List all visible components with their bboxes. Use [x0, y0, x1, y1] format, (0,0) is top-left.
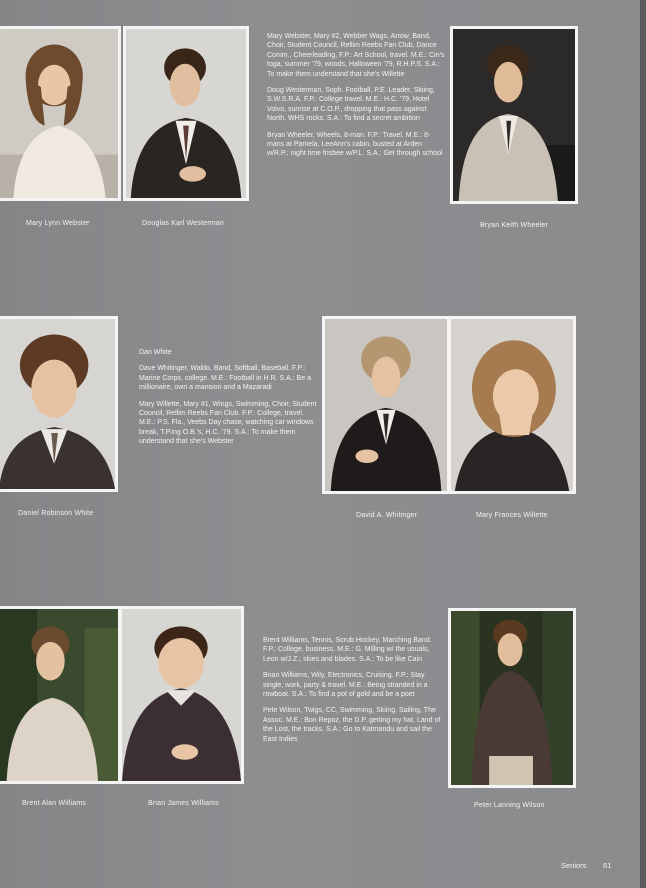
caption-daniel-robinson-white: Daniel Robinson White [18, 510, 94, 517]
page-edge-shadow [640, 0, 646, 888]
caption-mary-frances-willette: Mary Frances Willette [476, 512, 548, 519]
portrait-douglas-karl-westerman [123, 26, 249, 201]
bio-column-row3 [263, 636, 443, 751]
bio-mary-willette: Mary Willette, Mary #1, Wings, Swimming, Choir, Student Council, Rellim Reebs Fan Club. F.P.: College, travel. M.E.: P.S. Fla., Veebs Day chase, watching car windows break, T.P.ing O.B.'s, H.C. '79. S.A.: To make them understand that she's Webster [139, 400, 317, 446]
bio-bryan-wheeler: Bryan Wheeler, Wheels, 8-man. F.P.: Travel. M.E.: 8-mans at Pamela, LeeAnn's cabin, busted at Arden w/R.P.; night time frisbee w/P.L. S.A.: Get through school [267, 131, 443, 158]
caption-douglas-karl-westerman: Douglas Karl Westerman [142, 220, 225, 227]
portrait-mary-lynn-webster [0, 26, 121, 201]
bio-column-row2 [139, 348, 319, 454]
bio-brent-williams: Brent Williams, Tennis, Scrub Hockey, Marching Band. F.P.: College, business. M.E.: G. Milling w/ the usuals, Leon w/J.Z.; skies and blades. S.A.: To be like Cain [263, 637, 432, 663]
portrait-bryan-keith-wheeler [450, 26, 578, 204]
portrait-daniel-robinson-white [0, 316, 118, 492]
portrait-mary-frances-willette [448, 316, 576, 494]
portrait-brent-alan-williams [0, 606, 121, 784]
caption-bryan-keith-wheeler: Bryan Keith Wheeler [480, 222, 548, 229]
portrait-brian-james-williams [119, 606, 244, 784]
bio-doug-westerman: Doug Westerman, Soph. Football, P.E. Leader, Skiing, S.W.S.R.A. F.P.: College travel. M.E.: H.C. '79, Hotel Volvo, sunrise at C.O.P., dropping that pass against North. WHS rocks. S.A.: To find a secret ambition [267, 87, 435, 123]
portrait-david-a-whitinger [322, 316, 450, 494]
bio-dave-whitinger: Dave Whitinger, Waldo, Band, Softball, Baseball. F.P.: Marine Corps, college. M.E.: Football in H.R. S.A.: Be a millionaire, own a mansion and a Mazaradi [139, 365, 311, 392]
portrait-peter-lanning-wilson [448, 608, 576, 788]
caption-brian-james-williams: Brian James Williams [148, 800, 219, 807]
bio-mary-webster: Mary Webster, Mary #2, Webber Wags, Arrow, Band, Choir, Student Council, Rellim Reebs Fan Club, Dance Comm., Cheerleading, F.P.: Art School, travel. M.E.: Cin's toga, summer '79, woods, Halloween '79, R.H.P.S. S.A.: To make them understand that she's Willette [267, 33, 445, 78]
caption-mary-lynn-webster: Mary Lynn Webster [26, 220, 90, 227]
caption-david-a-whitinger: David A. Whitinger [356, 512, 418, 519]
section-label: Seniors [561, 861, 587, 870]
caption-brent-alan-williams: Brent Alan Williams [22, 800, 87, 807]
caption-peter-lanning-wilson: Peter Lanning Wilson [474, 802, 545, 809]
bio-column-row1 [267, 32, 445, 166]
bio-brian-williams: Brian Williams, Wily, Electronics, Cruising. F.P.: Stay single, work, party & travel. M.E.: Being stranded in a rowboat. S.A.: To find a pot of gold and be a poet [263, 672, 428, 699]
page-number: 61 [603, 861, 612, 870]
bio-pete-wilson: Pete Wilson, Twigs, CC, Swimming, Skiing, Sailing, The Assoc. M.E.: Bon Repoz, the D.P. getting my hat, Land of the Lost, the tracks. S.A.: Go to Katmandu and sail the East Indies [263, 707, 441, 743]
bio-dan-white: Dan White [139, 349, 172, 356]
